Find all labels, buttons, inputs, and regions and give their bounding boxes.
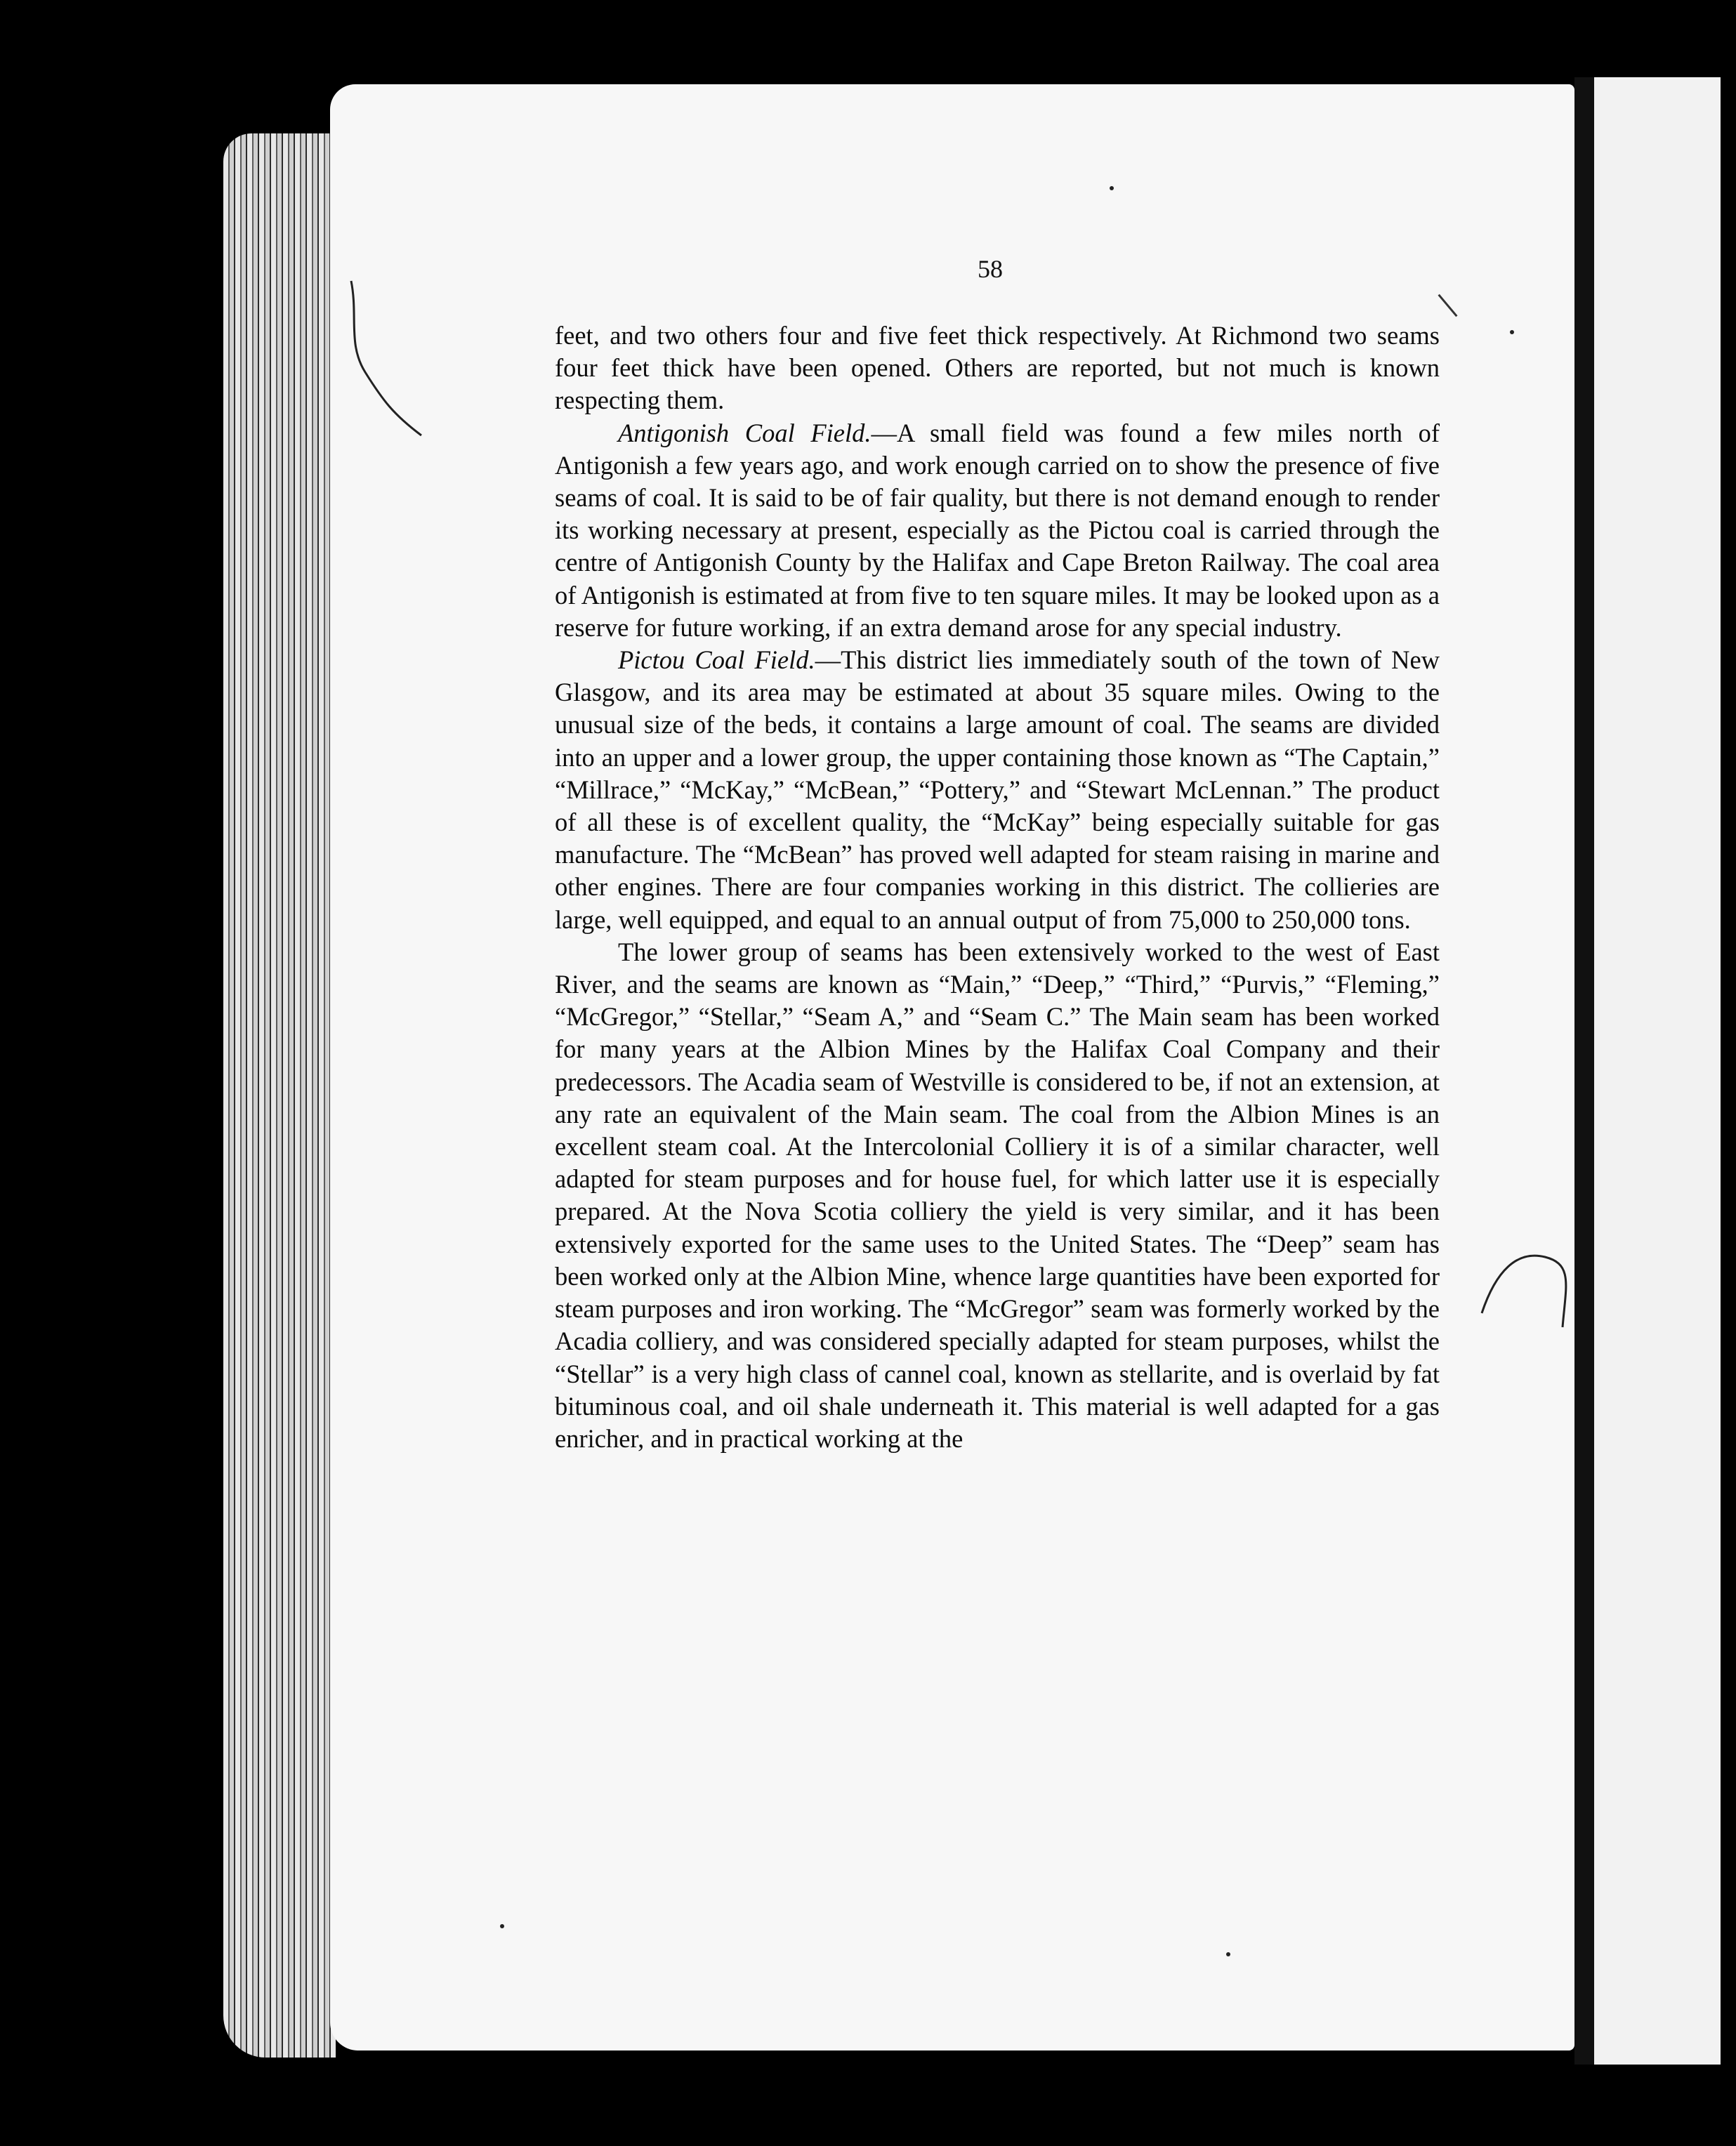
scan-mark-right xyxy=(1475,1243,1573,1341)
scan-dot xyxy=(500,1924,504,1928)
paragraph xyxy=(555,320,1440,417)
paragraph xyxy=(555,644,1440,936)
scan-mark-left xyxy=(344,274,442,442)
paragraph-text: —A small field was found a few miles north of Antigonish a few years ago, and work enough carried on to show the presence of five seams of coal. It is said to be of fair quality, but there is not demand enough to render its working necessary at present, especially as the Pictou coal is carried through the centre of Antigonish County by the Halifax and Cape Breton Railway. The coal area of Antigonish is estimated at from five to ten square miles. It may be looked upon as a reserve for future working, if an extra demand arose for any special industry. xyxy=(555,418,1440,642)
section-heading: Pictou Coal Field. xyxy=(618,645,815,675)
paragraph-text: feet, and two others four and five feet thick respectively. At Richmond two seams four feet thick have been opened. Others are reported, but not much is known respecting them. xyxy=(555,321,1440,415)
paragraph-text: —This district lies immediately south of the town of New Glasgow, and its area may be estimated at about 35 square miles. Owing to the unusual size of the beds, it contains a large amount of coal. The seams are divided into an upper and a lower group, the upper containing those known as “The Captain,” “Millrace,” “McKay,” “McBean,” “Pottery,” and “Stewart McLennan.” The product of all these is of excellent quality, the “McKay” being especially suitable for gas manufacture. The “McBean” has proved well adapted for steam raising in marine and other engines. There are four companies working in this district. The collieries are large, well equipped, and equal to an annual output of from 75,000 to 250,000 tons. xyxy=(555,645,1440,934)
page-body xyxy=(555,320,1440,1455)
scan-dot xyxy=(1226,1952,1230,1956)
page-number: 58 xyxy=(978,255,1003,283)
section-heading: Antigonish Coal Field. xyxy=(618,418,872,447)
paragraph xyxy=(555,417,1440,644)
scan-dot xyxy=(1510,330,1514,334)
facing-page xyxy=(1594,77,1721,2065)
paragraph-text: The lower group of seams has been extensively worked to the west of East River, and the seams are known as “Main,” “Deep,” “Third,” “Purvis,” “Fleming,” “McGregor,” “Stellar,” “Seam A,” and “Seam C.” The Main seam has been worked for many years at the Albion Mines by the Halifax Coal Company and their predecessors. The Acadia seam of Westville is considered to be, if not an extension, at any rate an equivalent of the Main seam. The coal from the Albion Mines is an excellent steam coal. At the Intercolonial Colliery it is of a similar character, well adapted for steam purposes and for house fuel, for which latter use it is especially prepared. At the Nova Scotia colliery the yield is very similar, and it has been extensively exported for the same uses to the United States. The “Deep” seam has been worked only at the Albion Mine, whence large quantities have been exported for steam purposes and iron working. The “McGregor” seam was formerly worked by the Acadia colliery, and was considered specially adapted for steam purposes, whilst the “Stellar” is a very high class of cannel coal, known as stellarite, and is overlaid by fat bituminous coal, and oil shale underneath it. This material is well adapted for a gas enricher, and in practical working at the xyxy=(555,937,1440,1453)
paragraph xyxy=(555,936,1440,1455)
scan-dot xyxy=(1110,186,1114,190)
book-page-edges xyxy=(223,133,336,2058)
book-spine xyxy=(1574,77,1594,2065)
